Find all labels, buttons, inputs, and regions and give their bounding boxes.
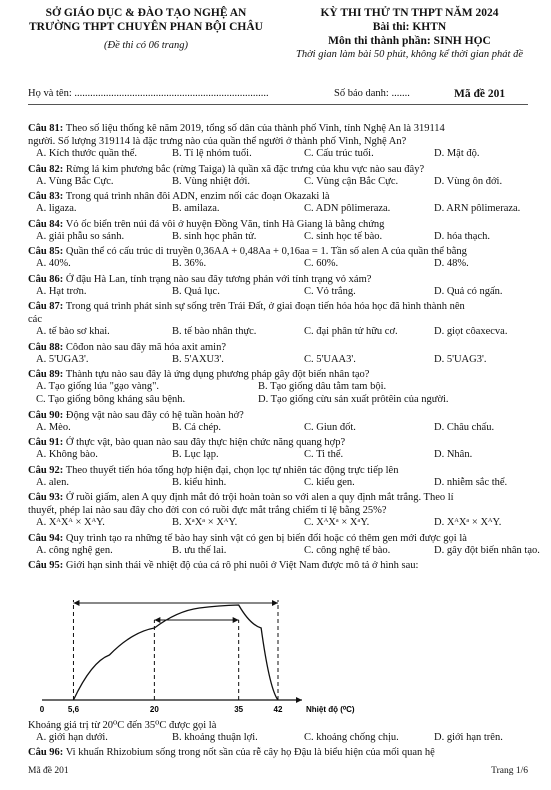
question-88 xyxy=(28,341,530,354)
question-text: Vi khuẩn Rhizobium sống trong nốt sần của rễ cây họ Đậu là biểu hiện của mối quan hệ xyxy=(65,747,435,758)
question-number: Câu 84: xyxy=(28,218,64,230)
answer-option-c[interactable]: C. 5'UAA3'. xyxy=(304,353,356,365)
question-number: Câu 90: xyxy=(28,409,64,421)
answer-options xyxy=(36,286,530,299)
question-85 xyxy=(28,245,530,258)
answer-option-b[interactable]: B. amilaza. xyxy=(172,203,220,214)
question-text-line xyxy=(28,504,530,517)
exam-code: Mã đề 201 xyxy=(454,88,506,100)
question-text-line xyxy=(28,532,530,545)
x-tick-label: 20 xyxy=(149,705,159,714)
question-number: Câu 91: xyxy=(28,437,64,448)
answer-option-d[interactable]: D. Tạo giống cừu sản xuất prôtêin của người. xyxy=(258,394,449,405)
question-number: Câu 94: xyxy=(28,532,64,544)
question-text-line xyxy=(28,163,530,176)
answer-option-d[interactable]: D. ARN pôlimeraza. xyxy=(434,203,521,214)
question-text: Ở đậu Hà Lan, tính trạng nào sau đây tương phản với tính trạng vỏ xám? xyxy=(65,273,372,285)
q95-option-a[interactable]: A. giới hạn dưới. xyxy=(36,732,108,743)
question-number: Câu 86: xyxy=(28,273,64,285)
answer-option-a[interactable]: A. ligaza. xyxy=(36,203,77,214)
answer-options xyxy=(36,176,530,189)
question-text-line xyxy=(28,218,530,231)
question-number: Câu 96: xyxy=(28,747,64,758)
answer-option-b[interactable]: B. ưu thế lai. xyxy=(172,544,227,556)
outer-range-arrowhead-left xyxy=(73,600,79,606)
footer-code: Mã đề 201 xyxy=(28,766,69,776)
question-text-line xyxy=(28,368,530,381)
question-text-line xyxy=(28,245,530,258)
question-83 xyxy=(28,190,530,203)
question-86 xyxy=(28,273,530,286)
question-text: Trong quá trình nhân đôi ADN, enzim nối các đoạn Okazaki là xyxy=(65,191,330,202)
question-number: Câu 83: xyxy=(28,191,64,202)
answer-option-a[interactable]: A. công nghệ gen. xyxy=(36,544,113,556)
answer-option-c[interactable]: C. đại phân tử hữu cơ. xyxy=(304,326,398,337)
answer-option-a[interactable]: A. alen. xyxy=(36,476,69,488)
answer-option-c[interactable]: C. kiểu gen. xyxy=(304,476,355,488)
question-96 xyxy=(28,746,530,759)
answer-option-d[interactable]: D. giọt côaxecva. xyxy=(434,326,508,337)
answer-option-a[interactable]: A. 5'UGA3'. xyxy=(36,353,89,365)
question-84 xyxy=(28,218,530,231)
question-text-line xyxy=(28,122,530,135)
answer-options xyxy=(36,258,530,271)
answer-option-b[interactable]: B. tế bào nhân thực. xyxy=(172,326,257,337)
divider xyxy=(28,104,528,105)
answer-option-d[interactable]: D. 48%. xyxy=(434,258,469,269)
question-text: Theo số liệu thống kê năm 2019, tổng số dân của thành phố Vinh, tỉnh Nghệ An là 319114 xyxy=(65,123,445,134)
page-footer xyxy=(28,766,528,776)
question-93 xyxy=(28,491,530,517)
question-text: các xyxy=(28,314,42,325)
temperature-chart xyxy=(28,592,355,716)
question-text-line xyxy=(28,464,530,477)
answer-option-b[interactable]: B. sinh học phân tử. xyxy=(172,230,257,242)
answer-options xyxy=(36,231,530,244)
answer-option-c[interactable]: C. Ti thể. xyxy=(304,449,344,460)
question-82 xyxy=(28,163,530,176)
question-text: Động vật nào sau đây có hệ tuần hoàn hở? xyxy=(65,409,244,421)
q95-option-c[interactable]: C. khoảng chống chịu. xyxy=(304,732,399,743)
question-text: Ở thực vật, bào quan nào sau đây thực hiện chức năng quang hợp? xyxy=(65,437,346,448)
question-number: Câu 88: xyxy=(28,341,64,353)
question-number: Câu 85: xyxy=(28,246,64,257)
answer-option-d[interactable]: D. Mật độ. xyxy=(434,148,480,159)
question-text-line xyxy=(28,491,530,504)
answer-options xyxy=(36,449,530,462)
answer-option-a[interactable]: A. tế bào sơ khai. xyxy=(36,326,110,337)
question-89 xyxy=(28,368,530,381)
question-text: Côđon nào sau đây mã hóa axit amin? xyxy=(65,341,227,353)
question-text-line xyxy=(28,436,530,449)
header-left xyxy=(6,6,286,53)
question-text: người. Số lượng 319114 là đặc trưng nào của quần thể người ở thành phố Vinh, Nghệ An? xyxy=(28,136,407,147)
answer-option-a[interactable]: A. giải phẫu so sánh. xyxy=(36,230,125,242)
outer-range-arrowhead-right xyxy=(272,600,278,606)
question-text: Trong quá trình phát sinh sự sống trên Trái Đất, ở giai đoạn tiến hóa hóa học đã hình thành nên xyxy=(65,301,465,312)
q95-option-d[interactable]: D. giới hạn trên. xyxy=(434,732,503,743)
answer-option-c[interactable]: C. Cấu trúc tuổi. xyxy=(304,148,374,159)
question-number: Câu 93: xyxy=(28,492,64,503)
answer-option-a[interactable]: A. Không bào. xyxy=(36,449,98,460)
answer-options xyxy=(36,203,530,216)
answer-option-d[interactable]: D. hóa thạch. xyxy=(434,230,490,242)
exam-subject-group: Bài thi: KHTN xyxy=(372,21,447,33)
answer-option-b[interactable]: B. 5'AXU3'. xyxy=(172,353,224,365)
question-text-line xyxy=(28,313,530,326)
answer-option-b[interactable]: B. Tạo giống dâu tằm tam bội. xyxy=(258,381,387,392)
x-tick-label: 42 xyxy=(273,705,283,714)
answer-options xyxy=(36,354,530,367)
exam-title: KỲ THI THỬ TN THPT NĂM 2024 xyxy=(320,7,499,19)
question-text: Thành tựu nào sau đây là ứng dụng phương pháp gây đột biến nhân tạo? xyxy=(65,369,370,380)
question-91 xyxy=(28,436,530,449)
answer-option-a[interactable]: A. XᴬXᴬ × XᴬY. xyxy=(36,517,105,528)
answer-option-b[interactable]: B. XᵃXᵃ × XᴬY. xyxy=(172,517,238,528)
candidate-name-field: Họ và tên: .......................................................................... xyxy=(28,88,269,99)
answer-option-a[interactable]: A. Tạo giống lúa "gạo vàng". xyxy=(36,381,159,392)
x-axis-arrow xyxy=(296,697,302,703)
answer-option-c[interactable]: C. Vỏ trắng. xyxy=(304,285,356,297)
question-number: Câu 89: xyxy=(28,369,64,380)
answer-option-d[interactable]: D. 5'UAG3'. xyxy=(434,353,487,365)
question-87 xyxy=(28,300,530,326)
question-text: thuyết, phép lai nào sau đây cho đời con có ruồi đực mắt trắng chiếm tỉ lệ bằng 25%? xyxy=(28,505,387,516)
q95-options xyxy=(36,732,530,745)
x-tick-label: 35 xyxy=(234,705,244,714)
question-number: Câu 82: xyxy=(28,163,64,175)
answer-options xyxy=(36,544,540,558)
time-note: Thời gian làm bài 50 phút, không kể thời gian phát đề xyxy=(295,49,524,60)
answer-options xyxy=(36,381,530,394)
q95-option-b[interactable]: B. khoảng thuận lợi. xyxy=(172,732,258,743)
inner-range-arrowhead-left xyxy=(154,617,160,623)
question-text: Vỏ ốc biển trên núi đá vôi ở huyện Đồng Văn, tỉnh Hà Giang là bằng chứng xyxy=(65,218,385,230)
candidate-number-field: Số báo danh: ....... xyxy=(334,88,410,99)
question-text-line xyxy=(28,273,530,286)
question-text-line xyxy=(28,300,530,313)
answer-option-d[interactable]: D. XᴬXᵃ × XᴬY. xyxy=(434,517,502,528)
answer-option-b[interactable]: B. Lục lạp. xyxy=(172,449,219,460)
q95-followup: Khoảng giá trị từ 20⁰C đến 35⁰C được gọi là xyxy=(28,720,217,731)
question-text-line xyxy=(28,190,530,203)
answer-option-a[interactable]: A. 40%. xyxy=(36,258,71,269)
department-name: SỞ GIÁO DỤC & ĐÀO TẠO NGHỆ AN xyxy=(45,7,247,19)
question-text: Giới hạn sinh thái về nhiệt độ của cá rô phi nuôi ở Việt Nam được mô tả ở hình sau: xyxy=(65,560,419,571)
answer-option-c[interactable]: C. 60%. xyxy=(304,258,339,269)
question-number: Câu 92: xyxy=(28,464,64,476)
answer-option-d[interactable]: D. gây đột biến nhân tạo. xyxy=(434,544,540,556)
header-right xyxy=(268,6,551,62)
answer-option-c[interactable]: C. XᴬXᵃ × XᵃY. xyxy=(304,517,370,528)
answer-option-b[interactable]: B. Cá chép. xyxy=(172,421,221,433)
exam-header xyxy=(0,6,551,66)
question-90 xyxy=(28,409,530,422)
answer-options xyxy=(36,517,530,530)
answer-option-d[interactable]: D. nhiễm sắc thể. xyxy=(434,476,508,488)
answer-option-b[interactable]: B. Vùng nhiệt đới. xyxy=(172,175,250,187)
question-text-line xyxy=(28,559,530,572)
answer-option-d[interactable]: D. Vùng ôn đới. xyxy=(434,175,503,187)
question-95 xyxy=(28,559,530,572)
answer-options xyxy=(36,394,530,407)
x-tick-label: 0 xyxy=(39,705,45,714)
answer-option-b[interactable]: B. 36%. xyxy=(172,258,207,269)
question-text: Quy trình tạo ra những tế bào hay sinh vật có gen bị biến đổi hoặc có thêm gen mới được gọi là xyxy=(65,532,467,544)
page-count-note: (Đề thi có 06 trang) xyxy=(104,40,188,51)
answer-option-a[interactable]: A. Mèo. xyxy=(36,421,71,433)
x-axis-label: Nhiệt độ (⁰C) xyxy=(306,705,355,714)
school-name: TRƯỜNG THPT CHUYÊN PHAN BỘI CHÂU xyxy=(29,21,263,33)
question-92 xyxy=(28,464,530,477)
answer-option-a[interactable]: A. Kích thước quần thể. xyxy=(36,148,138,159)
answer-option-d[interactable]: D. Quả có ngấn. xyxy=(434,285,503,297)
inner-range-arrowhead-right xyxy=(233,617,239,623)
answer-options xyxy=(36,477,530,490)
question-text-line xyxy=(28,409,530,422)
x-tick-label: 5,6 xyxy=(67,705,80,714)
question-94 xyxy=(28,532,530,545)
question-text-line xyxy=(28,135,530,148)
answer-options xyxy=(36,148,530,161)
question-text: Theo thuyết tiến hóa tổng hợp hiện đại, chọn lọc tự nhiên tác động trực tiếp lên xyxy=(65,464,399,476)
answer-option-c[interactable]: C. ADN pôlimeraza. xyxy=(304,203,391,214)
tolerance-curve xyxy=(73,605,278,700)
answer-options xyxy=(36,326,530,339)
question-number: Câu 95: xyxy=(28,560,64,571)
answer-options xyxy=(36,422,530,435)
answer-option-b[interactable]: B. kiểu hình. xyxy=(172,476,227,488)
question-text: Quần thể có cấu trúc di truyền 0,36AA + 0,48Aa + 0,16aa = 1. Tần số alen A của quần thể bằng xyxy=(65,246,467,257)
answer-option-d[interactable]: D. Nhân. xyxy=(434,449,473,460)
answer-option-b[interactable]: B. Quả lục. xyxy=(172,285,220,297)
question-81 xyxy=(28,122,530,148)
question-text: Rừng lá kim phương bắc (rừng Taiga) là quần xã đặc trưng của khu vực nào sau đây? xyxy=(65,163,425,175)
question-text: Ở ruồi giấm, alen A quy định mắt đỏ trội hoàn toàn so với alen a quy định mắt trắng. Theo lí xyxy=(65,492,454,503)
question-number: Câu 87: xyxy=(28,301,64,312)
page-number: Trang 1/6 xyxy=(491,766,528,776)
answer-option-c[interactable]: C. công nghệ tế bào. xyxy=(304,544,391,556)
answer-option-d[interactable]: D. Châu chấu. xyxy=(434,421,495,433)
answer-option-b[interactable]: B. Tỉ lệ nhóm tuổi. xyxy=(172,148,252,159)
answer-option-c[interactable]: C. sinh học tế bào. xyxy=(304,230,383,242)
answer-option-a[interactable]: A. Hạt trơn. xyxy=(36,285,87,297)
answer-option-a[interactable]: A. Vùng Bắc Cực. xyxy=(36,175,114,187)
question-number: Câu 81: xyxy=(28,123,64,134)
answer-option-c[interactable]: C. Tạo giống bông kháng sâu bệnh. xyxy=(36,394,186,405)
answer-option-c[interactable]: C. Giun đốt. xyxy=(304,421,356,433)
question-text-line xyxy=(28,341,530,354)
exam-subject: Môn thi thành phần: SINH HỌC xyxy=(328,35,491,47)
answer-option-c[interactable]: C. Vùng cận Bắc Cực. xyxy=(304,175,399,187)
